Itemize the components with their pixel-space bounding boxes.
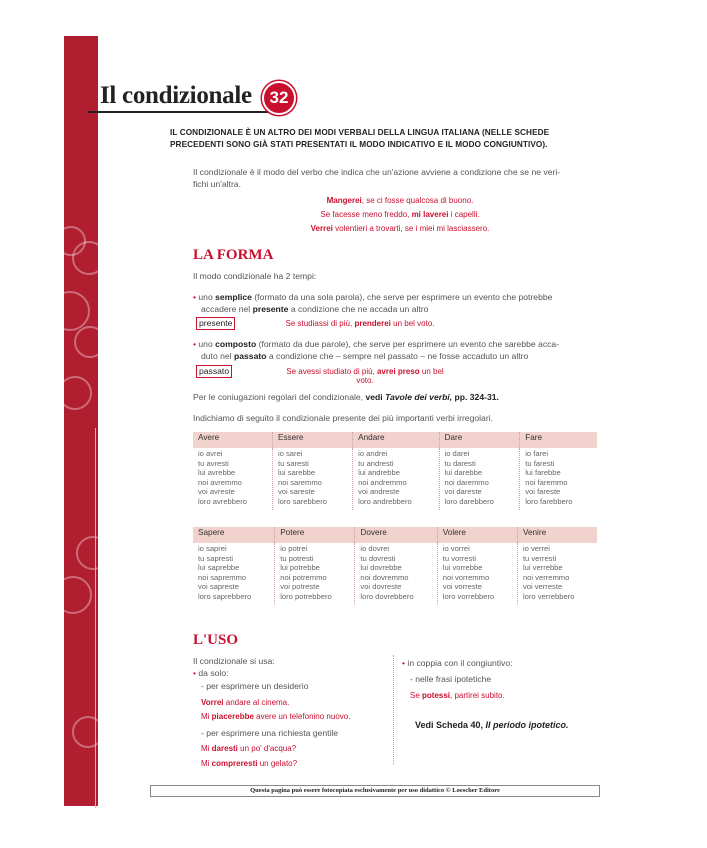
example-verb: Vorrei	[201, 698, 224, 707]
definition-line: Il condizionale è il modo del verbo che indica che un'azione avviene a condizione che se ne veri-	[193, 167, 561, 177]
verb-column-header: Dovere	[355, 527, 437, 543]
uso-ipotetiche: - nelle frasi ipotetiche	[410, 674, 492, 684]
uso-coppia	[402, 657, 513, 669]
example-verb: Verrei	[310, 224, 333, 233]
uso-richiesta: - per esprimere una richiesta gentile	[201, 728, 339, 738]
text-part: Per le coniugazioni regolari del condizionale,	[193, 392, 366, 402]
conjugation-cell: io farei tu faresti lui farebbe noi faremmo voi fareste loro farebbero	[520, 448, 597, 510]
tense-label-presente: presente	[196, 317, 235, 330]
text-part: in coppia con il congiuntivo:	[407, 658, 513, 668]
verb-column-header: Avere	[193, 432, 272, 448]
example-rest: un bel voto.	[390, 319, 435, 328]
example-verb: Mangerei	[326, 196, 362, 205]
verb-column-header: Andare	[353, 432, 439, 448]
conjugation-cell: io potrei tu potresti lui potrebbe noi potremmo voi potreste loro potrebbero	[275, 543, 355, 605]
irregular-verbs-table-2	[193, 527, 597, 605]
uso-solo	[193, 667, 229, 679]
conjugation-cell: io avrei tu avresti lui avrebbe noi avremmo voi avreste loro avrebbero	[198, 449, 247, 506]
verb-column-header: Dare	[439, 432, 520, 448]
example-sentence	[280, 367, 450, 385]
example-rest: , se ci fosse qualcosa di buono.	[361, 196, 474, 205]
example-verb: compreresti	[211, 759, 258, 768]
verb-column-header: Sapere	[193, 527, 275, 543]
section-heading-uso: L'USO	[193, 632, 239, 648]
example-rest: andare al cinema.	[223, 698, 290, 707]
example-rest: volentieri a trovarti, se i miei mi lasciassero.	[332, 224, 490, 233]
conjugation-cell: io dovrei tu dovresti lui dovrebbe noi dovremmo voi dovreste loro dovrebbero	[355, 543, 437, 605]
ornament-ring	[74, 326, 98, 358]
conjugation-cell: io andrei tu andresti lui andrebbe noi andremmo voi andreste loro andrebbero	[353, 448, 439, 510]
bullet-icon: •	[193, 292, 197, 302]
example-pre: Mi	[201, 712, 212, 721]
forma-lead: Il modo condizionale ha 2 tempi:	[193, 271, 317, 281]
irregular-intro: Indichiamo di seguito il condizionale presente dei più importanti verbi irregolari.	[193, 413, 493, 423]
term-bold: composto	[215, 339, 257, 349]
text-part: (formato da una sola parola), che serve per esprimere un evento che potrebbe	[251, 292, 553, 302]
ornament-ring	[72, 241, 98, 275]
title-underline	[88, 111, 283, 113]
ornament-ring	[64, 376, 92, 410]
example-sentence	[201, 758, 297, 770]
example-rest: un gelato?	[257, 759, 298, 768]
section-heading-forma: LA FORMA	[193, 247, 274, 263]
example-sentence	[410, 690, 505, 702]
example-sentence	[201, 697, 289, 709]
reference-pages: pp. 324-31.	[452, 392, 499, 402]
irregular-verbs-table-1	[193, 432, 597, 510]
example-pre: Mi	[201, 759, 212, 768]
conjugation-cell: io sarei tu saresti lui sarebbe noi saremmo voi sareste loro sarebbero	[272, 448, 352, 510]
reference-text	[193, 391, 603, 403]
text-part: da solo:	[198, 668, 229, 678]
text-part: Vedi Scheda 40,	[415, 720, 486, 730]
example-pre: Se studiassi di più,	[285, 319, 355, 328]
example-verb: prenderei	[354, 319, 391, 328]
example-verb: mi laverei	[411, 210, 449, 219]
example-rest: un bel voto.	[356, 367, 444, 385]
example-verb: avrei preso	[376, 367, 420, 376]
conjugation-cell: io darei tu daresti lui darebbe noi daremmo voi dareste loro darebbero	[439, 448, 520, 510]
example-pre: Se facesse meno freddo,	[320, 210, 412, 219]
scheda-reference	[415, 719, 569, 731]
intro-text: IL CONDIZIONALE È UN ALTRO DEI MODI VERBALI DELLA LINGUA ITALIANA (NELLE SCHEDE PRECEDENTI SONO GIÀ STATI PRESENTATI IL MODO INDICATIVO E IL MODO CONGIUNTIVO).	[170, 128, 550, 149]
margin-line	[95, 428, 96, 808]
example-sentence	[201, 743, 296, 755]
verb-column-header: Volere	[437, 527, 517, 543]
reference-title: Tavole dei verbi,	[385, 392, 453, 402]
example-sentence	[250, 210, 550, 219]
conjugation-cell: io verrei tu verresti lui verrebbe noi verremmo voi verreste loro verrebbero	[517, 543, 597, 605]
ornament-ring	[64, 291, 90, 331]
example-verb: daresti	[211, 744, 238, 753]
verb-column-header: Essere	[272, 432, 352, 448]
text-part: uno	[198, 292, 216, 302]
verb-column-header: Fare	[520, 432, 597, 448]
decorative-sidebar	[64, 36, 98, 806]
verb-column-header: Venire	[517, 527, 597, 543]
conjugation-cell: io vorrei tu vorresti lui vorrebbe noi vorremmo voi vorreste loro vorrebbero	[437, 543, 517, 605]
uso-desiderio: - per esprimere un desiderio	[201, 681, 309, 691]
example-rest: i capelli.	[448, 210, 480, 219]
scheda-number-badge: 32	[262, 81, 296, 115]
semplice-description	[193, 291, 603, 315]
term-bold: passato	[233, 351, 267, 361]
ornament-ring	[64, 576, 92, 614]
copyright-footer: Questa pagina può essere fotocopiata esclusivamente per uso didattico © Loescher Editore	[150, 785, 600, 797]
bullet-icon: •	[193, 339, 197, 349]
text-part: accadere nel	[201, 304, 253, 314]
example-rest: , partirei subito.	[450, 691, 505, 700]
example-pre: Se	[410, 691, 423, 700]
composto-description	[193, 338, 603, 362]
definition-line: fichi un'altra.	[193, 179, 241, 189]
example-pre: Mi	[201, 744, 212, 753]
example-verb: potessi	[422, 691, 451, 700]
term-bold: semplice	[215, 292, 252, 302]
example-rest: avere un telefonino nuovo.	[253, 712, 351, 721]
example-sentence	[250, 224, 550, 233]
example-rest: un po' d'acqua?	[237, 744, 297, 753]
page-title: Il condizionale	[100, 82, 252, 109]
text-part: duto nel	[201, 351, 234, 361]
text-part: uno	[198, 339, 216, 349]
example-sentence	[280, 319, 440, 328]
reference-title: Il periodo ipotetico.	[485, 720, 569, 730]
text-part: (formato da due parole), che serve per esprimere un evento che sarebbe acca-	[256, 339, 560, 349]
example-sentence	[250, 196, 550, 205]
text-part: a condizione che – sempre nel passato – ne fosse accaduto un altro	[266, 351, 529, 361]
conjugation-cell: io saprei tu sapresti lui saprebbe noi sapremmo voi sapreste loro saprebbero	[198, 544, 252, 601]
term-bold: presente	[252, 304, 289, 314]
column-divider	[393, 655, 395, 765]
verb-column-header: Potere	[275, 527, 355, 543]
example-verb: piacerebbe	[211, 712, 254, 721]
definition-text	[193, 166, 603, 190]
reference-link: vedi	[365, 392, 386, 402]
tense-label-passato: passato	[196, 365, 232, 378]
text-part: a condizione che ne accada un altro	[288, 304, 429, 314]
example-pre: Se avessi studiato di più,	[286, 367, 377, 376]
bullet-icon: •	[402, 658, 406, 668]
uso-lead: Il condizionale si usa:	[193, 656, 275, 666]
example-sentence	[201, 711, 350, 723]
bullet-icon: •	[193, 668, 197, 678]
